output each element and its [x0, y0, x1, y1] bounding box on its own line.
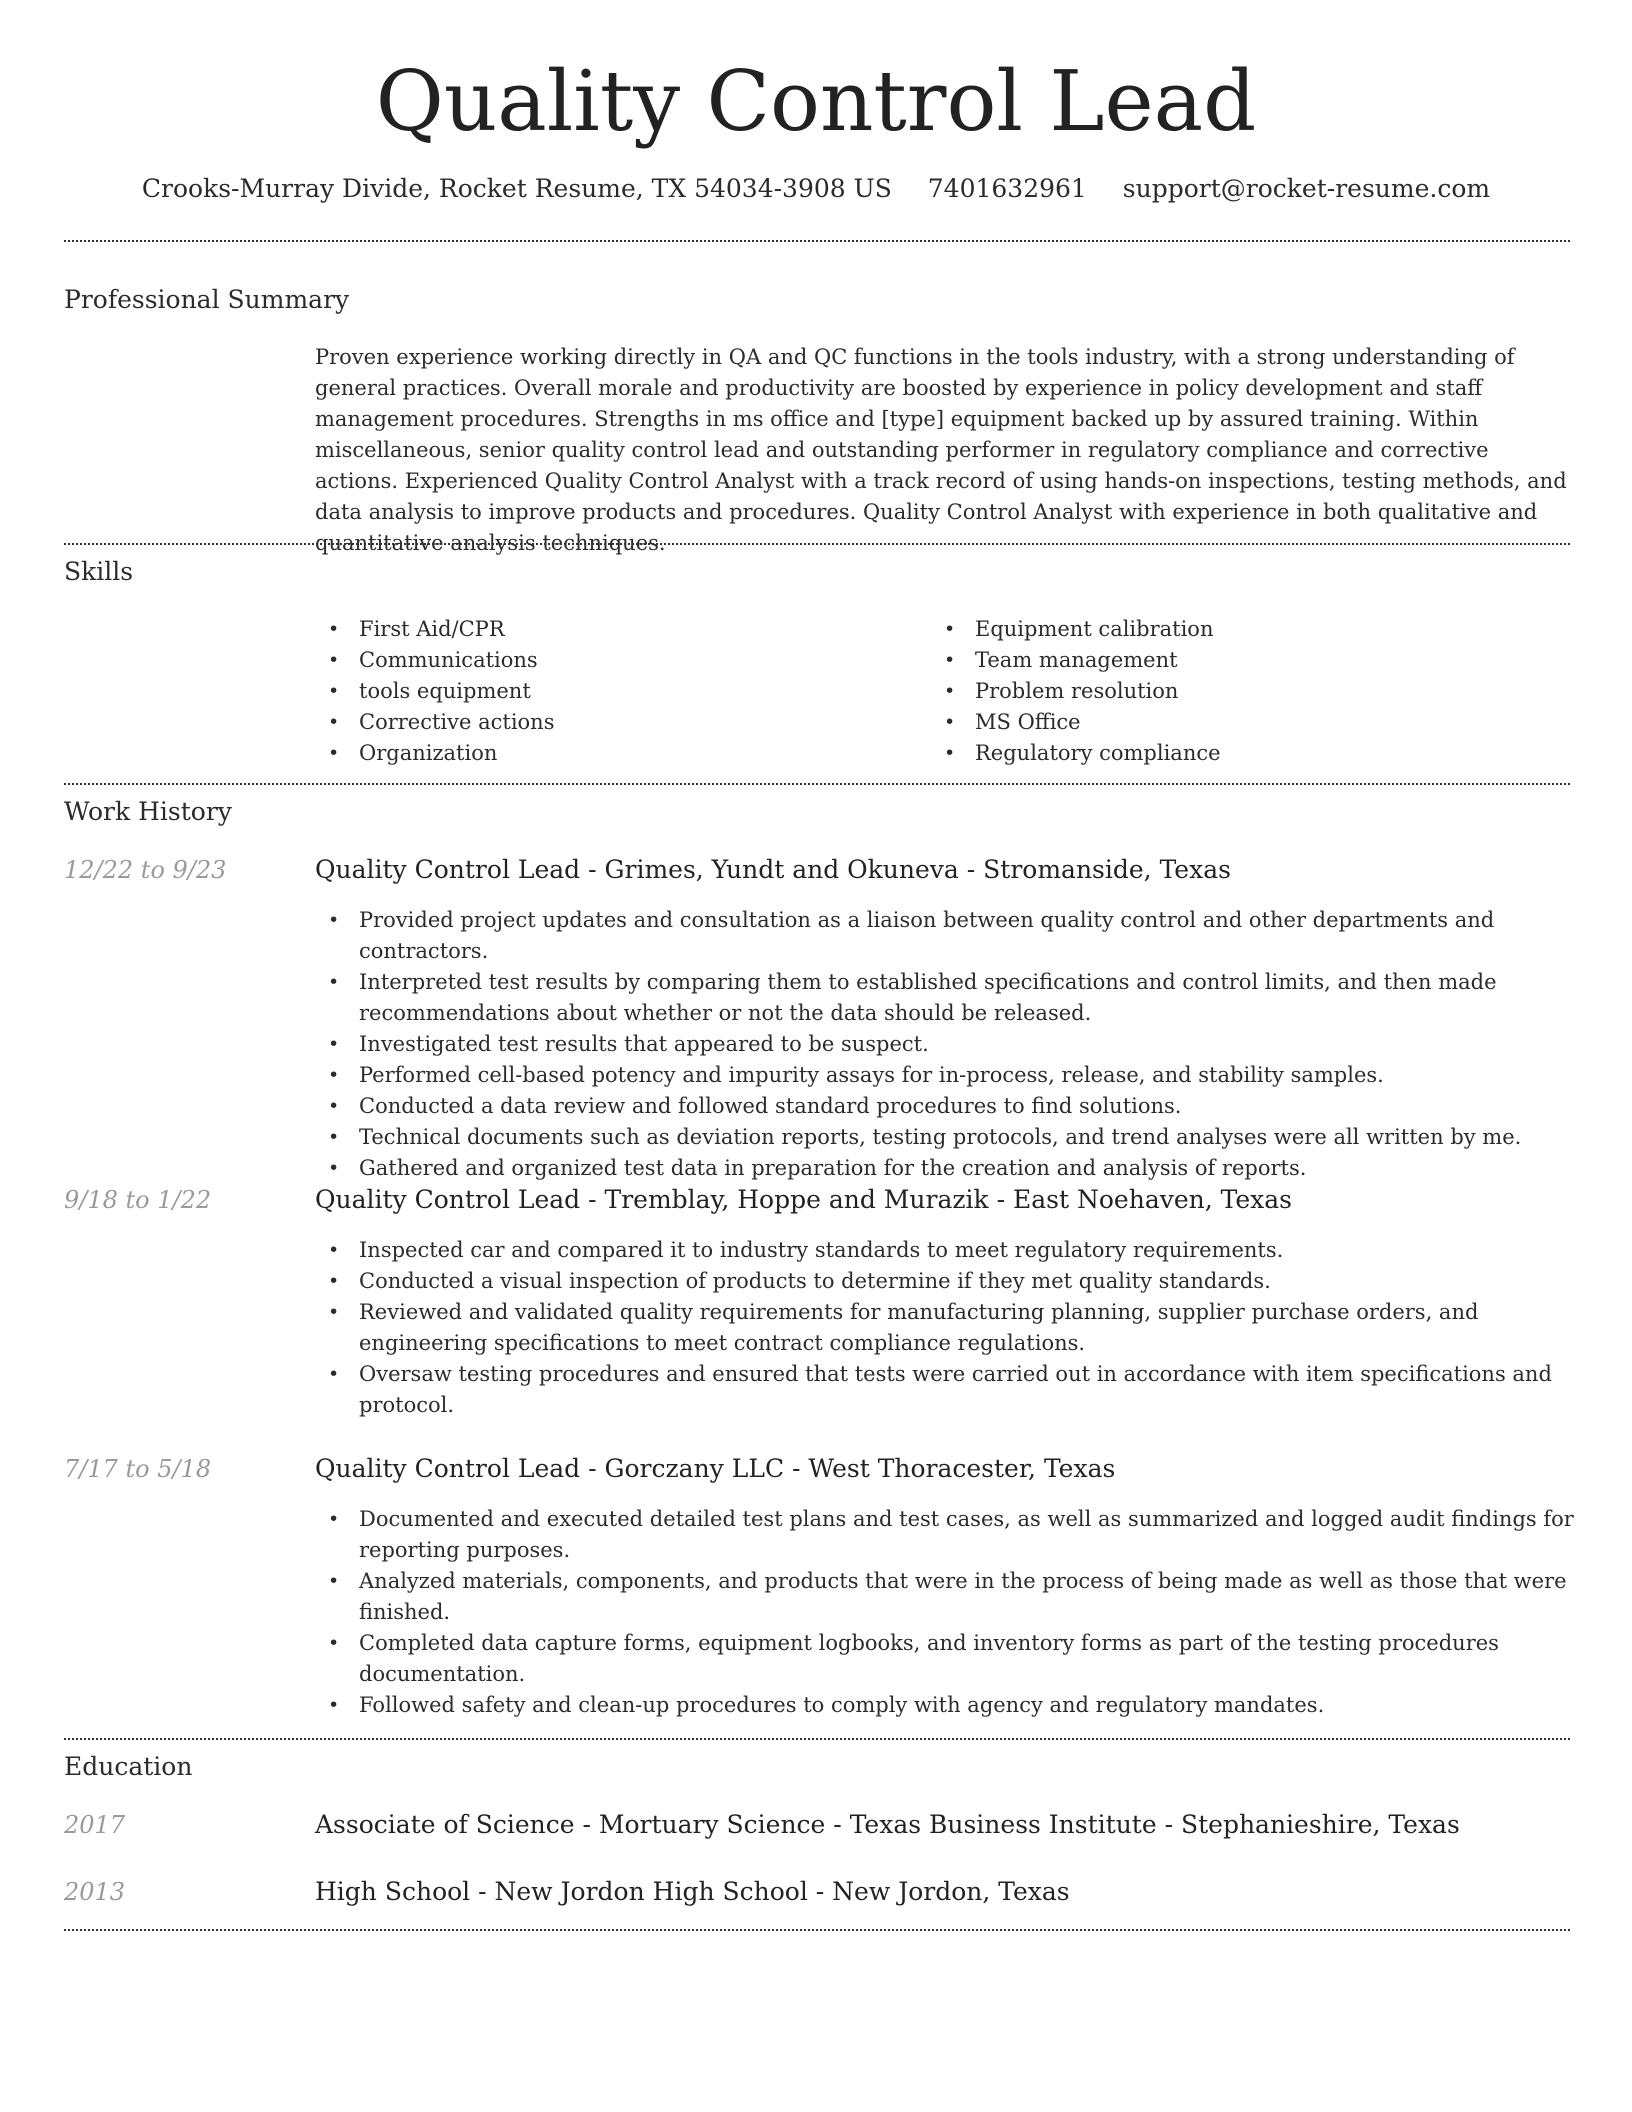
skill-item: • MS Office	[931, 707, 1531, 738]
job-bullet: • Performed cell-based potency and impurity assays for in-process, release, and stability samples.	[315, 1060, 1577, 1091]
divider	[64, 1929, 1570, 1931]
skill-item: • Communications	[315, 645, 915, 676]
job-bullets	[315, 1504, 1577, 1721]
job-bullet: • Investigated test results that appeared to be suspect.	[315, 1029, 1577, 1060]
job-dates: 12/22 to 9/23	[64, 856, 227, 884]
education-year: 2017	[64, 1811, 126, 1839]
skill-item: • Team management	[931, 645, 1531, 676]
job-bullet: • Conducted a data review and followed standard procedures to find solutions.	[315, 1091, 1577, 1122]
section-title-skills: Skills	[64, 557, 134, 586]
job-bullets	[315, 905, 1577, 1184]
skills-list-left	[315, 614, 915, 769]
skills-list-right	[931, 614, 1531, 769]
section-title-summary: Professional Summary	[64, 285, 350, 314]
job-bullet: • Gathered and organized test data in preparation for the creation and analysis of reports.	[315, 1153, 1577, 1184]
job-heading: Quality Control Lead - Gorczany LLC - West Thoracester, Texas	[315, 1454, 1116, 1483]
section-title-work: Work History	[64, 797, 232, 826]
divider	[64, 240, 1570, 242]
skill-item: • Corrective actions	[315, 707, 915, 738]
contact-email: support@rocket-resume.com	[1122, 174, 1491, 203]
contact-line	[0, 172, 1632, 206]
contact-address: Crooks-Murray Divide, Rocket Resume, TX 54034-3908 US	[141, 174, 892, 203]
job-bullet: • Interpreted test results by comparing them to established specifications and control limits, and then made recommendations about whether or not the data should be released.	[315, 967, 1577, 1029]
job-heading: Quality Control Lead - Tremblay, Hoppe and Murazik - East Noehaven, Texas	[315, 1185, 1293, 1214]
job-bullet: • Provided project updates and consultation as a liaison between quality control and other departments and contractors.	[315, 905, 1577, 967]
job-bullet: • Analyzed materials, components, and products that were in the process of being made as well as those that were finished.	[315, 1566, 1577, 1628]
divider	[64, 543, 1570, 545]
job-bullet: • Completed data capture forms, equipment logbooks, and inventory forms as part of the testing procedures documentation.	[315, 1628, 1577, 1690]
resume-name: Quality Control Lead	[375, 53, 1257, 150]
job-bullet: • Documented and executed detailed test plans and test cases, as well as summarized and logged audit findings for reporting purposes.	[315, 1504, 1577, 1566]
divider	[64, 1738, 1570, 1740]
job-heading: Quality Control Lead - Grimes, Yundt and Okuneva - Stromanside, Texas	[315, 855, 1231, 884]
skill-item: • Equipment calibration	[931, 614, 1531, 645]
job-dates: 7/17 to 5/18	[64, 1455, 212, 1483]
contact-phone: 7401632961	[927, 174, 1087, 203]
skill-item: • First Aid/CPR	[315, 614, 915, 645]
skill-item: • tools equipment	[315, 676, 915, 707]
divider	[64, 783, 1570, 785]
education-entry: Associate of Science - Mortuary Science - Texas Business Institute - Stephanieshire, Texas	[315, 1810, 1460, 1839]
job-bullet: • Oversaw testing procedures and ensured that tests were carried out in accordance with item specifications and protocol.	[315, 1359, 1577, 1421]
job-bullet: • Followed safety and clean-up procedures to comply with agency and regulatory mandates.	[315, 1690, 1577, 1721]
job-bullet: • Inspected car and compared it to industry standards to meet regulatory requirements.	[315, 1235, 1577, 1266]
education-entry: High School - New Jordon High School - New Jordon, Texas	[315, 1877, 1070, 1906]
education-year: 2013	[64, 1878, 126, 1906]
job-bullet: • Conducted a visual inspection of products to determine if they met quality standards.	[315, 1266, 1577, 1297]
skill-item: • Regulatory compliance	[931, 738, 1531, 769]
summary-text: Proven experience working directly in QA and QC functions in the tools industry, with a strong understanding of general practices. Overall morale and productivity are boosted by experience in policy development and staff management procedures. Strengths in ms office and [type] equipment backed up by assured training. Within miscellaneous, senior quality control lead and outstanding performer in regulatory compliance and corrective actions. Experienced Quality Control Analyst with a track record of using hands-on inspections, testing methods, and data analysis to improve products and procedures. Quality Control Analyst with experience in both qualitative and quantitative analysis techniques.	[315, 345, 1567, 555]
job-bullet: • Reviewed and validated quality requirements for manufacturing planning, supplier purchase orders, and engineering specifications to meet contract compliance regulations.	[315, 1297, 1577, 1359]
job-dates: 9/18 to 1/22	[64, 1186, 212, 1214]
job-bullet: • Technical documents such as deviation reports, testing protocols, and trend analyses were all written by me.	[315, 1122, 1577, 1153]
job-bullets	[315, 1235, 1577, 1421]
skill-item: • Problem resolution	[931, 676, 1531, 707]
section-title-education: Education	[64, 1752, 193, 1781]
skill-item: • Organization	[315, 738, 915, 769]
